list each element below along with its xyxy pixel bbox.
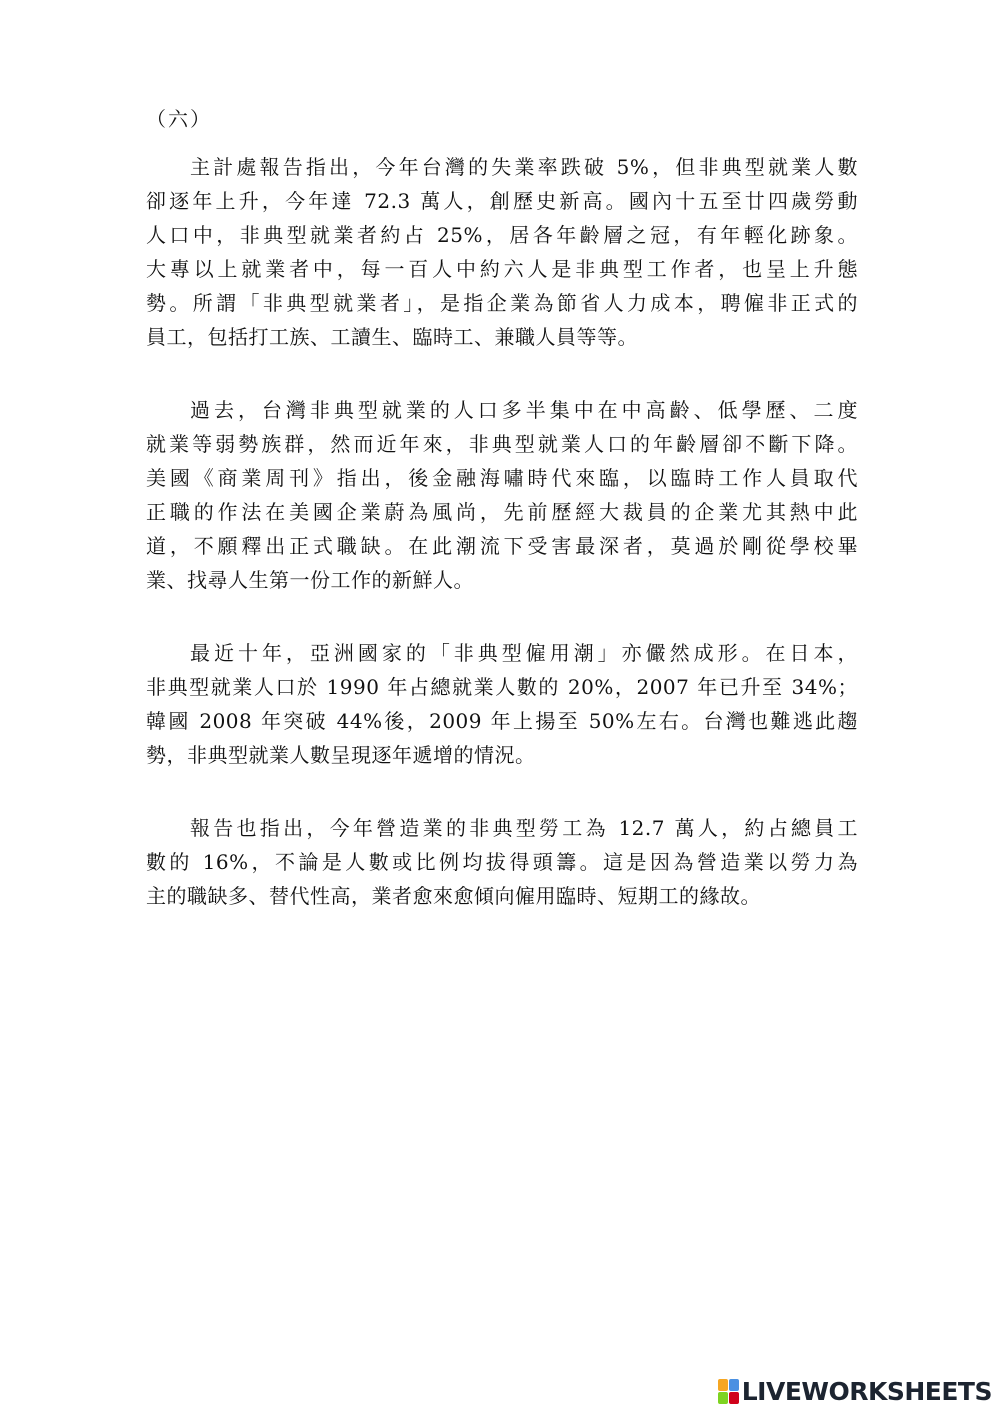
text-line: 勢，非典型就業人數呈現逐年遞增的情況。 <box>146 743 536 767</box>
text-line: 業、找尋人生第一份工作的新鮮人。 <box>146 568 474 592</box>
text-line: 勢。所謂「非典型就業者」，是指企業為節省人力成本，聘僱非正式的 <box>146 291 858 315</box>
text-line: 道，不願釋出正式職缺。在此潮流下受害最深者，莫過於剛從學校畢 <box>146 534 858 558</box>
text-line: 數的 16%，不論是人數或比例均拔得頭籌。這是因為營造業以勞力為 <box>146 850 858 874</box>
text-line: 正職的作法在美國企業蔚為風尚，先前歷經大裁員的企業尤其熱中此 <box>146 500 858 524</box>
paragraph-3 <box>146 636 858 772</box>
liveworksheets-logo-icon <box>718 1379 738 1403</box>
logo-tile <box>718 1379 728 1391</box>
text-line: 美國《商業周刊》指出，後金融海嘯時代來臨，以臨時工作人員取代 <box>146 466 858 490</box>
text-line: 非典型就業人口於 1990 年占總就業人數的 20%，2007 年已升至 34%； <box>146 675 858 699</box>
logo-tile <box>729 1392 739 1404</box>
text-line: 主的職缺多、替代性高，業者愈來愈傾向僱用臨時、短期工的緣故。 <box>146 884 761 908</box>
logo-tile <box>718 1392 728 1404</box>
paragraph-4 <box>146 811 858 913</box>
text-line: 韓國 2008 年突破 44%後，2009 年上揚至 50%左右。台灣也難逃此趨 <box>146 709 858 733</box>
text-line: 主計處報告指出，今年台灣的失業率跌破 5%，但非典型就業人數 <box>190 155 858 179</box>
text-line: 就業等弱勢族群，然而近年來，非典型就業人口的年齡層卻不斷下降。 <box>146 432 858 456</box>
brand-name: LIVEWORKSHEETS <box>741 1376 992 1406</box>
logo-tile <box>729 1379 739 1391</box>
text-line: 報告也指出，今年營造業的非典型勞工為 12.7 萬人，約占總員工 <box>190 816 858 840</box>
text-line: 大專以上就業者中，每一百人中約六人是非典型工作者，也呈上升態 <box>146 257 858 281</box>
text-line: 卻逐年上升，今年達 72.3 萬人，創歷史新高。國內十五至廿四歲勞動 <box>146 189 858 213</box>
paragraph-1 <box>146 150 858 354</box>
section-heading: （六） <box>146 107 212 131</box>
liveworksheets-brand[interactable] <box>718 1377 992 1405</box>
text-line: 員工，包括打工族、工讀生、臨時工、兼職人員等等。 <box>146 325 638 349</box>
paragraph-2 <box>146 393 858 597</box>
text-line: 人口中，非典型就業者約占 25%，居各年齡層之冠，有年輕化跡象。 <box>146 223 858 247</box>
article-body <box>146 150 858 952</box>
text-line: 過去，台灣非典型就業的人口多半集中在中高齡、低學歷、二度 <box>190 398 858 422</box>
text-line: 最近十年，亞洲國家的「非典型僱用潮」亦儼然成形。在日本， <box>190 641 858 665</box>
